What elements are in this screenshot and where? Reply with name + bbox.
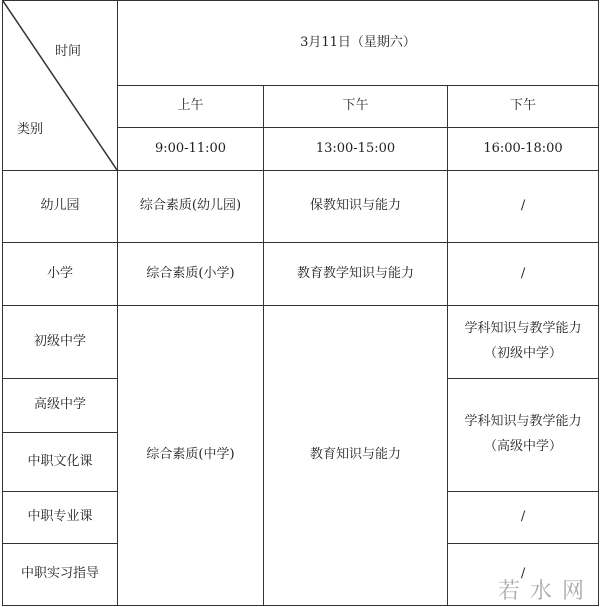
table-row [3,243,599,306]
exam-cell [448,379,599,492]
time-label: 时间 [55,44,82,59]
table-row [3,171,599,243]
period-2: 下午 [264,86,448,128]
exam-line: 学科知识与教学能力 [464,321,582,337]
time-2: 13:00-15:00 [264,128,448,171]
time-1: 9:00-11:00 [118,128,264,171]
exam-cell [448,306,599,379]
diagonal-line [3,1,117,170]
exam-cell: 综合素质(幼儿园) [118,171,264,243]
category-cell: 高级中学 [3,379,118,433]
category-cell: 中职实习指导 [3,544,118,606]
exam-schedule-table [2,0,599,606]
exam-cell: 教育知识与能力 [264,306,448,606]
exam-cell: 教育教学知识与能力 [264,243,448,306]
exam-cell: / [448,243,599,306]
category-cell: 幼儿园 [3,171,118,243]
category-cell: 小学 [3,243,118,306]
category-cell: 中职专业课 [3,492,118,544]
exam-cell: 综合素质(小学) [118,243,264,306]
exam-cell: / [448,492,599,544]
category-cell: 中职文化课 [3,433,118,492]
corner-header-cell [3,1,118,171]
period-3: 下午 [448,86,599,128]
exam-line: （初级中学） [484,346,563,361]
exam-cell: / [448,544,599,606]
table-row [3,306,599,379]
date-header: 3月11日（星期六） [118,1,599,86]
exam-cell: 综合素质(中学) [118,306,264,606]
category-cell: 初级中学 [3,306,118,379]
watermark: 若水网 [497,579,594,604]
exam-cell: / [448,171,599,243]
exam-line: 学科知识与教学能力 [464,414,582,430]
exam-cell: 保教知识与能力 [264,171,448,243]
exam-line: （高级中学） [484,439,563,454]
category-label: 类别 [17,122,44,137]
time-3: 16:00-18:00 [448,128,599,171]
period-1: 上午 [118,86,264,128]
